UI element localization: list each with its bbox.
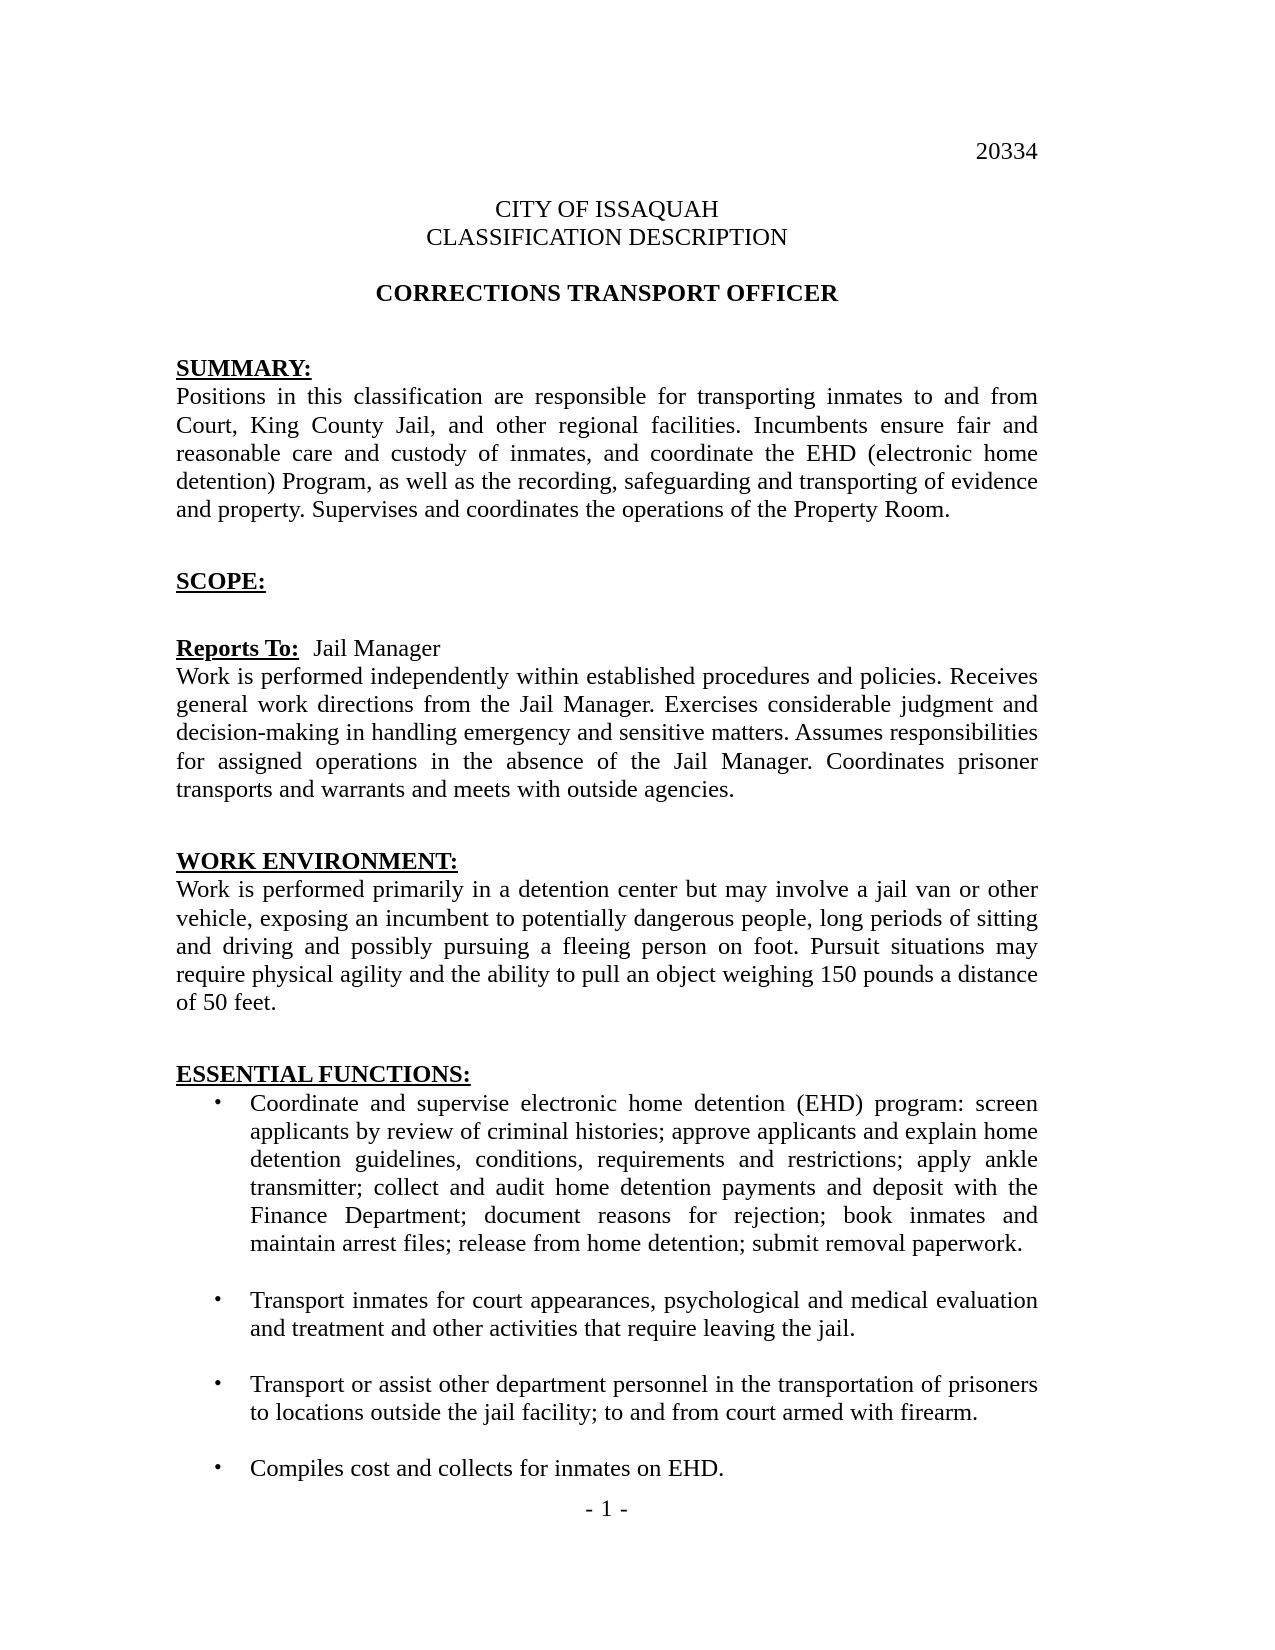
list-item xyxy=(176,1455,1038,1483)
essential-functions-list xyxy=(176,1090,1038,1484)
organization-name: CITY OF ISSAQUAH xyxy=(495,196,719,223)
bullet-icon: • xyxy=(214,1454,222,1480)
list-item xyxy=(176,1090,1038,1259)
section-heading-summary xyxy=(176,355,1038,383)
organization-header xyxy=(176,196,1038,252)
summary-paragraph: Positions in this classification are responsible for transporting inmates to and from Court, King County Jail, and other regional facilities. Incumbents ensure fair and reasonable care and custody of inmates, and coordinate the EHD (electronic home detention) Program, as well as the recording, safeguarding and transporting of evidence and property. Supervises and coordinates the operations of the Property Room. xyxy=(176,383,1038,524)
document-type: CLASSIFICATION DESCRIPTION xyxy=(426,223,788,251)
section-heading-summary-text: SUMMARY: xyxy=(176,355,312,382)
list-item-text: Coordinate and supervise electronic home detention (EHD) program: screen applicants by review of criminal histories; approve applicants and explain home detention guidelines, conditions, requirements and restrictions; apply ankle transmitter; collect and audit home detention payments and deposit with the Finance Department; document reasons for rejection; book inmates and maintain arrest files; release from home detention; submit removal paperwork. xyxy=(250,1089,1038,1258)
reports-to-line xyxy=(176,635,1038,663)
list-item-text: Transport inmates for court appearances, psychological and medical evaluation and treatment and other activities that require leaving the jail. xyxy=(250,1286,1038,1342)
work-environment-paragraph: Work is performed primarily in a detention center but may involve a jail van or other vehicle, exposing an incumbent to potentially dangerous people, long periods of sitting and driving and possibly pursuing a fleeing person on foot. Pursuit situations may require physical agility and the ability to pull an object weighing 150 pounds a distance of 50 feet. xyxy=(176,876,1038,1017)
bullet-icon: • xyxy=(214,1088,222,1114)
bullet-icon: • xyxy=(214,1369,222,1395)
spacer xyxy=(176,1017,1038,1061)
spacer xyxy=(176,804,1038,848)
section-heading-essential-functions-text: ESSENTIAL FUNCTIONS: xyxy=(176,1061,471,1089)
page-number-footer: - 1 - xyxy=(585,1496,629,1521)
section-heading-scope-text: SCOPE: xyxy=(176,568,266,596)
reports-to-value: Jail Manager xyxy=(313,634,441,662)
section-heading-scope xyxy=(176,568,1038,596)
section-heading-work-environment xyxy=(176,848,1038,876)
document-number: 20334 xyxy=(975,138,1038,165)
section-heading-work-environment-text: WORK ENVIRONMENT: xyxy=(176,847,458,875)
list-item xyxy=(176,1287,1038,1343)
list-item xyxy=(176,1371,1038,1427)
spacer xyxy=(176,597,1038,635)
reports-to-label: Reports To: xyxy=(176,634,300,662)
spacer xyxy=(176,524,1038,568)
bullet-icon: • xyxy=(214,1285,222,1311)
list-item-text: Transport or assist other department personnel in the transportation of prisoners to locations outside the jail facility; to and from court armed with firearm. xyxy=(250,1370,1038,1427)
document-body xyxy=(176,355,1038,1484)
page-title: CORRECTIONS TRANSPORT OFFICER xyxy=(375,280,839,307)
section-heading-essential-functions xyxy=(176,1061,1038,1089)
scope-paragraph: Work is performed independently within established procedures and policies. Receives general work directions from the Jail Manager. Exercises considerable judgment and decision-making in handling emergency and sensitive matters. Assumes responsibilities for assigned operations in the absence of the Jail Manager. Coordinates prisoner transports and warrants and meets with outside agencies. xyxy=(176,663,1038,803)
list-item-text: Compiles cost and collects for inmates on EHD. xyxy=(250,1455,725,1483)
